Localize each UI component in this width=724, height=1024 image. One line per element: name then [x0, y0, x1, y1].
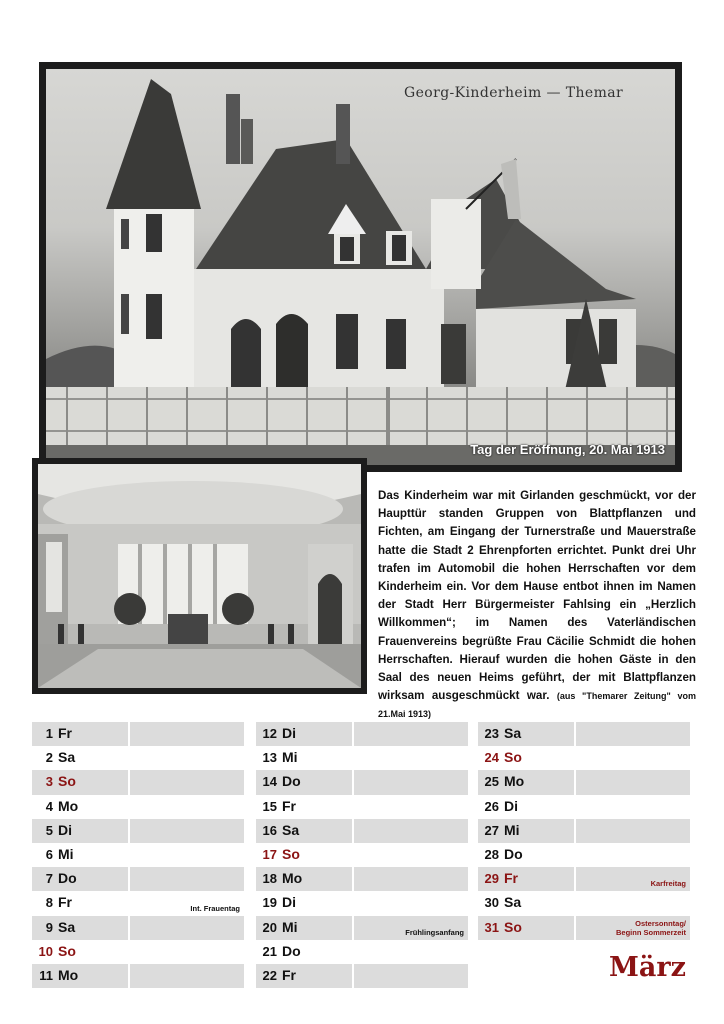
day-number: 13 — [262, 750, 277, 766]
weekday: Di — [58, 821, 72, 838]
calendar-day-row — [478, 746, 690, 770]
day-number: 6 — [45, 846, 53, 862]
day-number: 15 — [262, 798, 277, 814]
weekday: Do — [58, 870, 77, 887]
calendar-day-row — [32, 940, 244, 964]
day-number: 8 — [45, 895, 53, 911]
weekday: Fr — [282, 797, 296, 814]
weekday: Fr — [504, 870, 518, 887]
calendar-day-row — [256, 867, 468, 891]
calendar-day-row — [32, 770, 244, 794]
weekday: Sa — [58, 749, 76, 766]
day-note: Karfreitag — [650, 879, 686, 889]
weekday: Fr — [282, 966, 296, 983]
weekday: Mi — [58, 845, 74, 862]
weekday: Di — [504, 797, 518, 814]
calendar-day-row — [256, 964, 468, 988]
weekday: So — [58, 942, 76, 959]
calendar-day-row — [478, 891, 690, 915]
weekday: So — [504, 749, 522, 766]
calendar-day-row — [256, 819, 468, 843]
weekday: So — [282, 845, 300, 862]
day-number: 24 — [484, 750, 499, 766]
calendar-day-row — [478, 770, 690, 794]
weekday: So — [504, 918, 522, 935]
day-number: 4 — [45, 798, 53, 814]
kinderheim-building-image — [46, 69, 675, 465]
day-number: 11 — [39, 967, 53, 983]
day-number: 17 — [262, 846, 277, 862]
row-divider — [574, 722, 576, 746]
weekday: Sa — [282, 821, 300, 838]
weekday: Sa — [504, 725, 522, 741]
row-divider — [128, 867, 130, 891]
calendar-day-row — [478, 843, 690, 867]
calendar-day-row — [478, 795, 690, 819]
weekday: Mi — [504, 821, 520, 838]
calendar-day-row — [32, 843, 244, 867]
weekday: Mo — [504, 773, 525, 790]
day-number: 27 — [484, 822, 499, 838]
weekday: Mi — [282, 918, 298, 935]
row-divider — [352, 819, 354, 843]
weekday: Do — [282, 773, 301, 790]
day-number: 3 — [45, 774, 53, 790]
day-number: 14 — [262, 774, 277, 790]
calendar-day-row — [478, 819, 690, 843]
photo-heading: Georg-Kinderheim — Themar — [404, 85, 624, 101]
interior-photo — [32, 458, 367, 694]
row-divider — [574, 867, 576, 891]
day-note: Frühlingsanfang — [405, 927, 464, 937]
day-number: 26 — [484, 798, 499, 814]
calendar-day-row — [256, 795, 468, 819]
calendar-column — [256, 722, 468, 988]
day-number: 23 — [484, 726, 499, 741]
day-number: 25 — [484, 774, 499, 790]
weekday: Sa — [504, 894, 522, 911]
calendar-day-row — [32, 867, 244, 891]
calendar-day-row — [32, 819, 244, 843]
day-number: 10 — [38, 943, 53, 959]
weekday: Mo — [282, 870, 303, 887]
story-text — [378, 487, 696, 724]
calendar-day-row — [32, 746, 244, 770]
day-number: 30 — [484, 895, 499, 911]
day-number: 12 — [262, 726, 277, 741]
day-number: 9 — [45, 919, 53, 935]
calendar-day-row — [32, 964, 244, 988]
day-number: 7 — [45, 871, 53, 887]
calendar-day-row — [256, 746, 468, 770]
story-source: (aus "Themarer Zeitung" vom 21.Mai 1913) — [378, 691, 696, 720]
calendar-day-row — [478, 867, 690, 891]
row-divider — [128, 916, 130, 940]
day-number: 19 — [262, 895, 277, 911]
weekday: Do — [504, 845, 523, 862]
day-number: 2 — [45, 750, 53, 766]
day-number: 29 — [484, 871, 499, 887]
weekday: Di — [282, 894, 296, 911]
weekday: Sa — [58, 918, 76, 935]
day-number: 20 — [262, 919, 277, 935]
row-divider — [574, 770, 576, 794]
day-number: 21 — [262, 943, 277, 959]
calendar-day-row — [256, 891, 468, 915]
row-divider — [352, 770, 354, 794]
calendar-day-row — [256, 722, 468, 746]
day-number: 1 — [45, 726, 53, 741]
calendar-day-row — [256, 940, 468, 964]
row-divider — [128, 819, 130, 843]
interior-hall-image — [38, 464, 361, 688]
calendar-day-row — [478, 722, 690, 746]
weekday: Di — [282, 725, 296, 741]
weekday: Fr — [58, 894, 72, 911]
day-number: 22 — [262, 967, 277, 983]
row-divider — [574, 916, 576, 940]
calendar-day-row — [32, 916, 244, 940]
row-divider — [352, 964, 354, 988]
day-note: Ostersonntag/ Beginn Sommerzeit — [615, 918, 686, 937]
historic-photo-kinderheim — [39, 62, 682, 472]
calendar-day-row — [32, 722, 244, 746]
calendar-day-row — [478, 916, 690, 940]
weekday: So — [58, 773, 76, 790]
month-name: März — [609, 952, 686, 983]
row-divider — [128, 964, 130, 988]
photo-caption: Tag der Eröffnung, 20. Mai 1913 — [470, 442, 665, 457]
day-number: 28 — [484, 846, 499, 862]
day-number: 16 — [262, 822, 277, 838]
day-number: 31 — [484, 919, 499, 935]
calendar-day-row — [256, 916, 468, 940]
weekday: Do — [282, 942, 301, 959]
weekday: Mi — [282, 749, 298, 766]
calendar-column — [478, 722, 690, 940]
day-number: 5 — [45, 822, 53, 838]
row-divider — [128, 722, 130, 746]
weekday: Mo — [58, 966, 79, 983]
weekday: Fr — [58, 725, 72, 741]
calendar-day-row — [256, 843, 468, 867]
row-divider — [128, 770, 130, 794]
row-divider — [574, 819, 576, 843]
row-divider — [352, 916, 354, 940]
calendar-day-row — [256, 770, 468, 794]
calendar-column — [32, 722, 244, 988]
calendar-day-row — [32, 795, 244, 819]
story-body: Das Kinderheim war mit Girlanden geschmückt, vor der Haupttür standen Gruppen von Blattpflanzen und Fichten, am Eingang der Turnerstraße und Mauerstraße hatte die Stadt 2 Ehrenpforten errichtet. Punkt drei Uhr trafen im Automobil die hohen Herrschaften vor dem Kinderheim ein. Vor dem Hause entbot ihnen im Namen der Stadt Herr Bürgermeister Fahlsing ein „Herzlich Willkommen“; im Namen des Vaterländischen Frauenvereins begrüßte Frau Cäcilie Schmidt die hohen Herrschaften. Hierauf wurden die hohen Gäste in den Saal des neuen Heims geführt, der mit Blattpflanzen wirksam ausgeschmückt war. — [378, 489, 696, 703]
weekday: Mo — [58, 797, 79, 814]
calendar-day-row — [32, 891, 244, 915]
day-number: 18 — [262, 871, 277, 887]
row-divider — [352, 722, 354, 746]
day-note: Int. Frauentag — [190, 903, 240, 913]
row-divider — [352, 867, 354, 891]
